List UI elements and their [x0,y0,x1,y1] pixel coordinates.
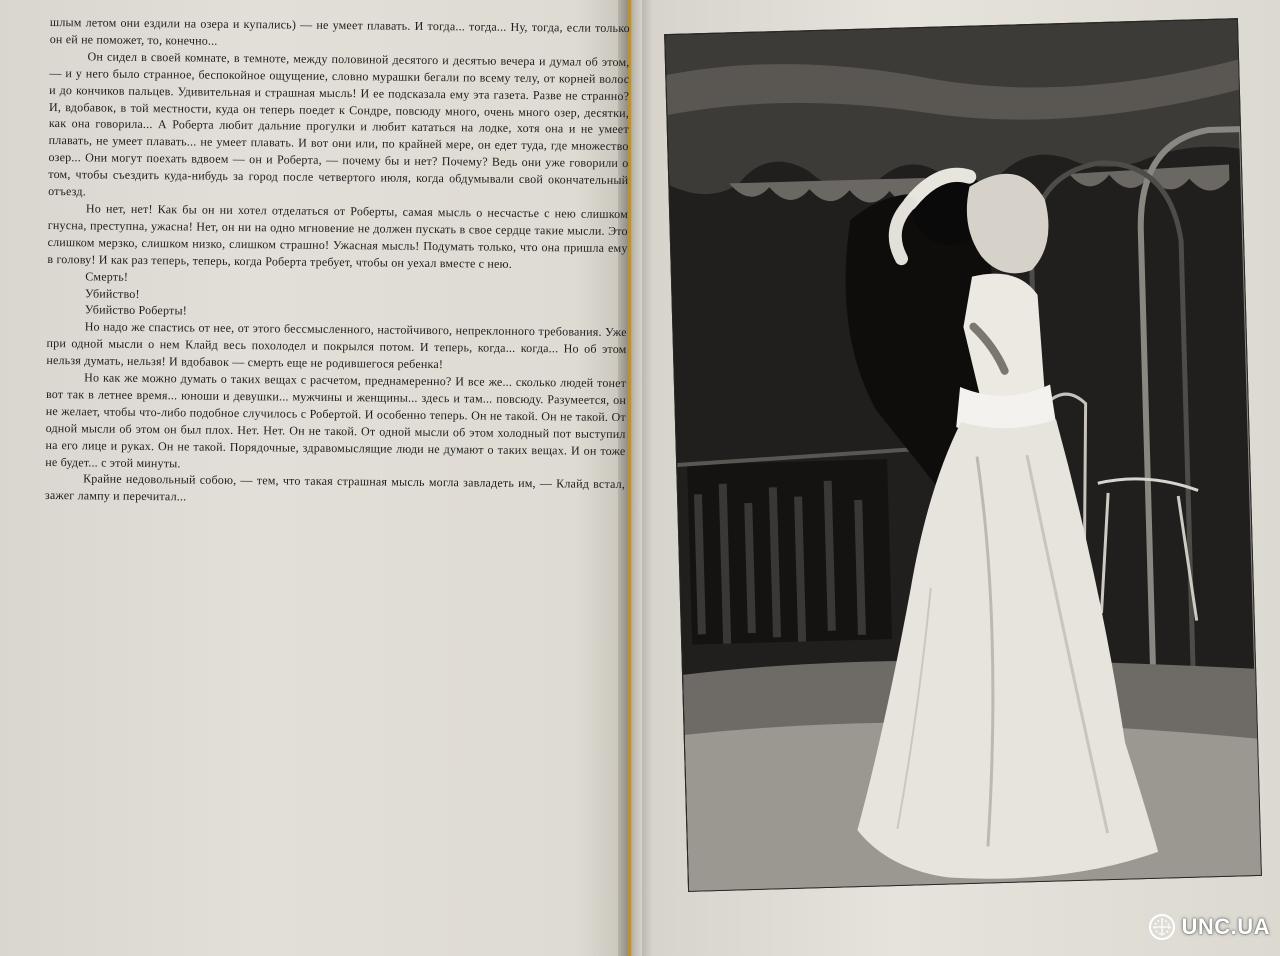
right-page [642,0,1280,956]
body-paragraph: Смерть! [85,268,129,284]
body-paragraph: Но нет, нет! Как бы он ни хотел отделаться от Роберты, самая мысль о несчастье с нею слишком гнусна, преступна, ужасна! Нет, он ни на одно мгновение не должен пускать в свое сердце такие мысли. Это слишком мерзко, слишком низко, слишком страшно! Ужасная мысль! Подумать только, что она пришла ему в голову! И как раз теперь, теперь, когда Роберта требует, чтобы он уехал вместе с нею. [47,201,629,271]
watermark [1147,912,1270,942]
body-paragraph: Крайне недовольный собою, — тем, что такая страшная мысль могла завладеть им, — Клайд встал, зажег лампу и перечитал... [44,471,626,504]
watermark-text: UNC.UA [1181,914,1270,939]
body-paragraph: Убийство! [85,285,140,301]
body-paragraph: Но надо же спастись от нее, от этого бессмысленного, настойчивого, непреклонного требования. Уже при одной мысли о нем Клайд весь похолодел и покрылся потом. И теперь, когда... когда... Но об этом нельзя думать, нельзя! И вдобавок — смерть еще не родившегося ребенка! [46,319,627,372]
body-paragraph: шлым летом они ездили на озера и купались) — не умеет плавать. И тогда... тогда... Ну, тогда, если только он ей не поможет, то, конечно... [49,14,630,48]
dancing-couple-illustration-icon [664,18,1262,892]
body-paragraph: Но как же можно думать о таких вещах с расчетом, преднамеренно? И все же... сколько людей тонет вот так в летнее время... юноши и девушки... мужчины и женщины... здесь и там... повсюду. Разумеется, он не желает, чтобы что-либо подобное случилось с Робертой. И особенно теперь. Он не такой. Он не такой. От одной мысли об этом он был плох. Нет. Нет. Он не такой. От одной мысли об этом холодный пот выступил на его лице и руках. Он не такой. Порядочные, здравомыслящие люди не думают о таких вещах. И он тоже не будет... с этой минуты. [45,370,627,470]
body-paragraph: Убийство Роберты! [84,302,188,318]
left-page-text [40,14,630,956]
body-paragraph: Он сидел в своей комнате, в темноте, между половиной десятого и десятью вечера и думал об этом, — и у него было странное, беспокойное ощущение, словно мурашки бегали по всему телу, от корней волос и до кончиков пальцев. Удивительная и страшная мысль! И ее подсказала ему эта газета. Разве не странно? И, вдобавок, в той местности, куда он теперь поедет к Сондре, повсюду много, очень много озер, десятки, как она говорила... А Роберта любит дальние прогулки и любит кататься на лодке, хотя она и не умеет плавать, не умеет плавать... не умеет плавать. И вот они или, по крайней мере, он едет туда, где множество озер... Они могут поехать вдвоем — он и Роберта, — почему бы и нет? Почему? Ведь они уже говорили о том, чтобы съездить куда-нибудь за город после четвертого июля, когда обдумывали свой окончательный отъезд. [48,49,630,199]
coin-emblem-icon [1147,912,1177,942]
